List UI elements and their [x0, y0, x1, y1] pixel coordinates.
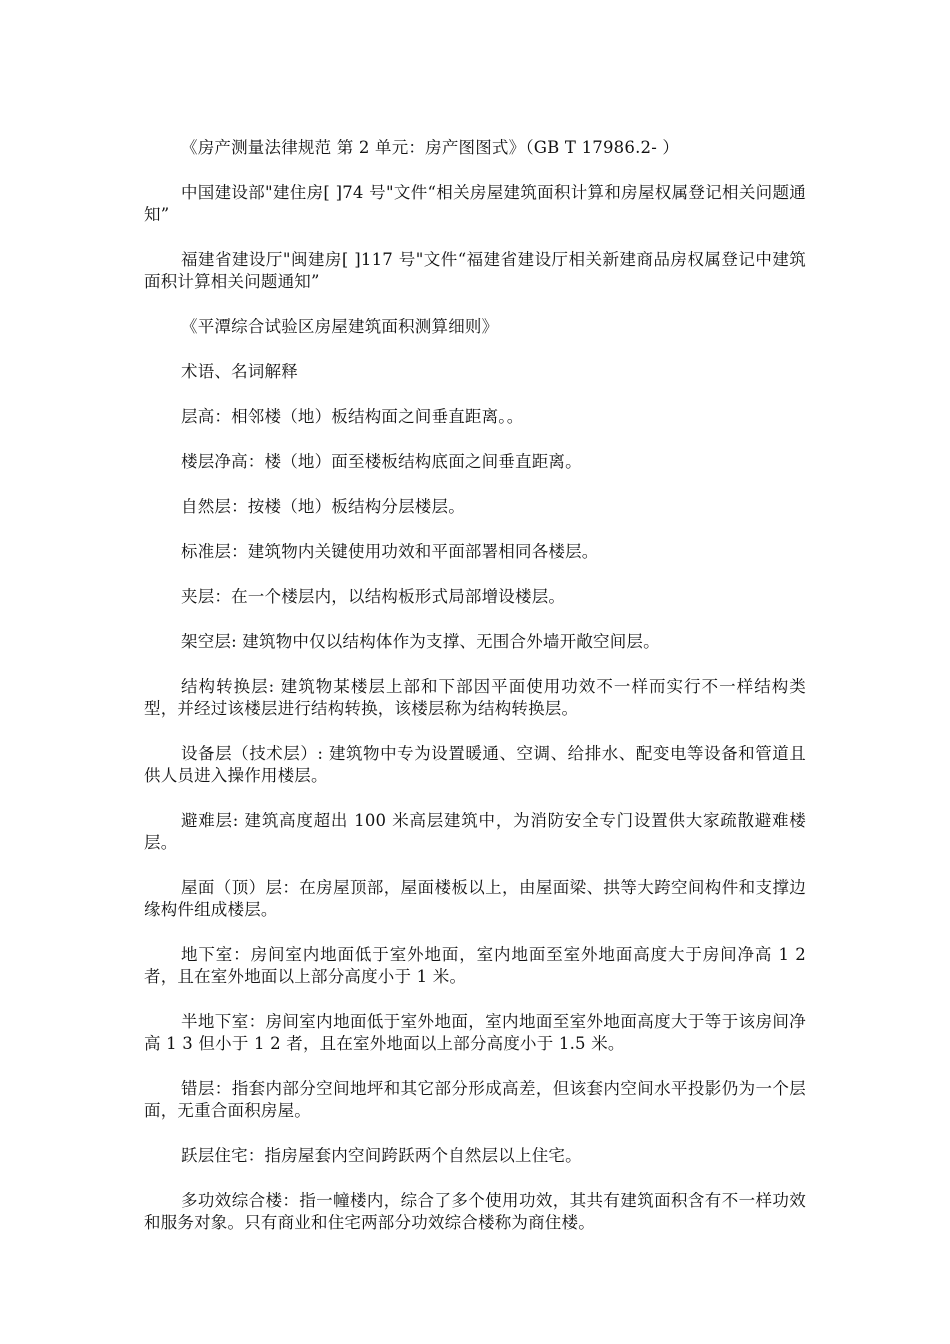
- term-split-level: 错层：指套内部分空间地坪和其它部分形成高差，但该套内空间水平投影仍为一个层面，无重合面积房屋。: [144, 1079, 806, 1120]
- term-clear-height: 楼层净高：楼（地）面至楼板结构底面之间垂直距离。: [181, 452, 582, 471]
- term-standard-floor: 标准层：建筑物内关键使用功效和平面部署相同各楼层。: [181, 542, 599, 561]
- paragraph-reference-ministry-notice: 中国建设部"建住房[ ]74 号"文件“相关房屋建筑面积计算和房屋权属登记相关问题通知”: [144, 183, 806, 224]
- term-equipment-floor: 设备层（技术层）: 建筑物中专为设置暖通、空调、给排水、配变电等设备和管道且供人员进入操作用楼层。: [144, 744, 806, 785]
- paragraph-reference-fujian-notice: 福建省建设厅"闽建房[ ]117 号"文件“福建省建设厅相关新建商品房权属登记中建筑面积计算相关问题通知”: [144, 250, 806, 291]
- term-roof-floor: 屋面（顶）层：在房屋顶部，屋面楼板以上，由屋面梁、拱等大跨空间构件和支撑边缘构件组成楼层。: [144, 878, 806, 919]
- term-refuge-floor: 避难层: 建筑高度超出 100 米高层建筑中，为消防安全专门设置供大家疏散避难楼层。: [144, 811, 806, 852]
- document-body: [144, 137, 806, 1257]
- term-floor-height: 层高：相邻楼（地）板结构面之间垂直距离。。: [181, 407, 524, 426]
- paragraph-reference-pingtan-rules: 《平潭综合试验区房屋建筑面积测算细则》: [181, 317, 499, 336]
- term-semi-basement: 半地下室：房间室内地面低于室外地面，室内地面至室外地面高度大于等于该房间净高 1 3 但小于 1 2 者，且在室外地面以上部分高度小于 1.5 米。: [144, 1012, 806, 1053]
- term-natural-floor: 自然层：按楼（地）板结构分层楼层。: [181, 497, 465, 516]
- paragraph-reference-gb-t-17986: 《房产测量法律规范 第 2 单元：房产图图式》（GB T 17986.2- ）: [181, 138, 680, 157]
- section-heading-terms: 术语、名词解释: [181, 362, 298, 381]
- term-mezzanine: 夹层：在一个楼层内，以结构板形式局部增设楼层。: [181, 587, 566, 606]
- term-basement: 地下室：房间室内地面低于室外地面，室内地面至室外地面高度大于房间净高 1 2 者，且在室外地面以上部分高度小于 1 米。: [144, 945, 806, 986]
- term-transfer-floor: 结构转换层: 建筑物某楼层上部和下部因平面使用功效不一样而实行不一样结构类型，并经过该楼层进行结构转换，该楼层称为结构转换层。: [144, 677, 806, 718]
- term-mixed-use-building: 多功效综合楼：指一幢楼内，综合了多个使用功效，其共有建筑面积含有不一样功效和服务对象。只有商业和住宅两部分功效综合楼称为商住楼。: [144, 1191, 806, 1232]
- term-stilt-floor: 架空层: 建筑物中仅以结构体作为支撑、无围合外墙开敞空间层。: [181, 632, 660, 651]
- term-duplex-residence: 跃层住宅：指房屋套内空间跨跃两个自然层以上住宅。: [181, 1146, 582, 1165]
